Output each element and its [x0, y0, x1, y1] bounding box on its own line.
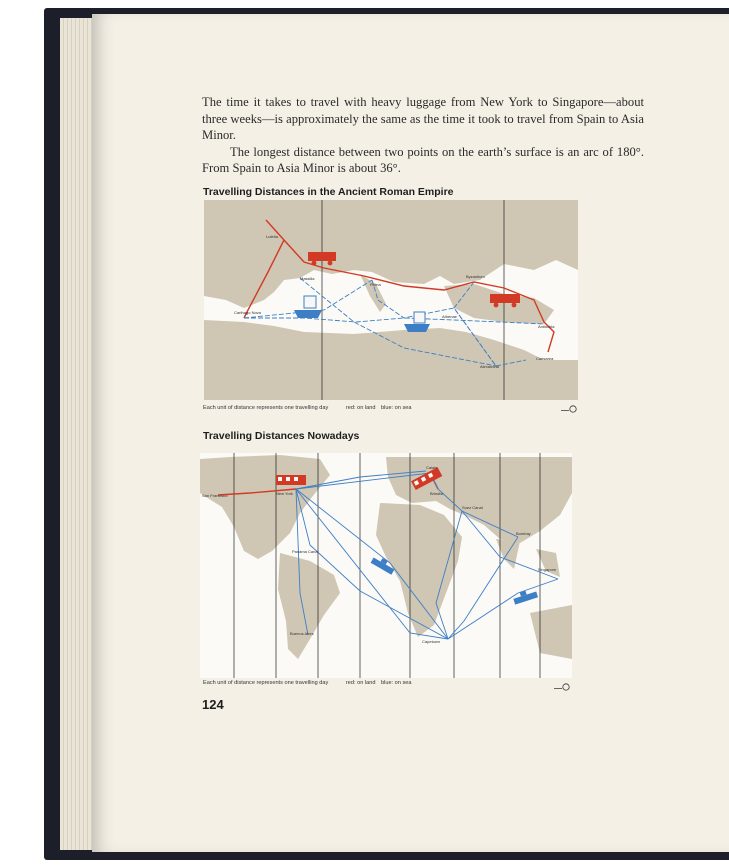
- modern-map-caption: Each unit of distance represents one travelling day red: on land blue: on sea: [203, 680, 412, 686]
- city-label: New York: [276, 491, 293, 496]
- city-label: Panama Canal: [292, 549, 319, 554]
- city-label: Lutetia: [266, 234, 279, 239]
- city-label: Singapore: [538, 567, 557, 572]
- city-label: Brindisi: [430, 491, 444, 496]
- ancient-map-caption: Each unit of distance represents one travelling day red: on land blue: on sea: [203, 405, 412, 411]
- page-number: 124: [202, 697, 224, 712]
- ancient-map: [204, 200, 578, 400]
- isotype-logo-icon: [554, 682, 570, 692]
- city-label: Calais: [426, 465, 438, 470]
- city-label: Athenae: [442, 314, 457, 319]
- city-label: Suez Canal: [462, 505, 483, 510]
- city-label: Capetown: [422, 639, 441, 644]
- city-label: San Francisco: [202, 493, 228, 498]
- city-label: Buenos Aires: [290, 631, 314, 636]
- paragraph-1: The time it takes to travel with heavy luggage from New York to Singapore—about three weeks—is approximately the same as the time it took to travel from Spain to Asia Minor.: [202, 95, 644, 142]
- body-text: [202, 94, 644, 177]
- city-label: Bombay: [516, 531, 531, 536]
- city-label: Antiochia: [538, 324, 555, 329]
- ancient-map-title: Travelling Distances in the Ancient Roman Empire: [203, 186, 454, 198]
- modern-map-title: Travelling Distances Nowadays: [203, 430, 360, 442]
- city-label: Carthago Nova: [234, 310, 261, 315]
- paragraph-2: The longest distance between two points on the earth’s surface is an arc of 180°. From Spain to Asia Minor is about 36°.: [202, 144, 644, 175]
- city-label: Massilia: [300, 276, 315, 281]
- isotype-logo-icon: [561, 404, 577, 414]
- modern-map: [200, 453, 572, 678]
- city-label: Alexandria: [480, 364, 499, 369]
- city-label: Caesarea: [536, 356, 554, 361]
- city-label: Roma: [370, 282, 381, 287]
- city-label: Byzantium: [466, 274, 485, 279]
- modern-train-icon-west: [276, 475, 306, 485]
